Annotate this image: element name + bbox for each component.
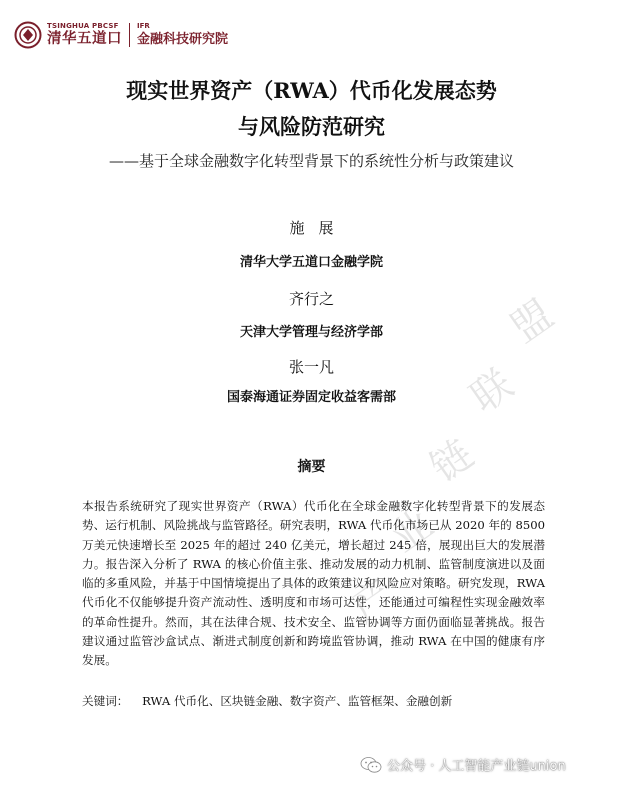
keywords-text: RWA 代币化、区块链金融、数字资产、监管框架、金融创新 bbox=[142, 694, 453, 708]
abstract-body: 本报告系统研究了现实世界资产（RWA）代币化在全球金融数字化转型背景下的发展态势、运行机制、风险挑战与监管路径。研究表明，RWA 代币化市场已从 2020 年的 8500 万美元快速增长至 2025 年的超过 240 亿美元，增长超过 245 倍，展现出巨大的发展潜力。报告深入分析了 RWA 的核心价值主张、推动发展的动力机制、监管制度演进以及面临的多重风险，并基于中国情境提出了具体的政策建议和风险应对策略。研究发现，RWA 代币化不仅能够提升资产流动性、透明度和市场可达性，还能通过可编程性实现金融效率的革命性提升。然而，其在法律合规、技术安全、监管协调等方面仍面临显著挑战。报告建议通过监管沙盒试点、渐进式制度创新和跨境监管协调，推动 RWA 在中国的健康有序发展。 bbox=[82, 499, 545, 668]
author-affiliation: 国泰海通证券固定收益客需部 bbox=[226, 390, 396, 405]
logo-english-text: TSINGHUA PBCSF bbox=[47, 22, 119, 30]
logo-chinese-text: 清华五道口 bbox=[47, 31, 122, 47]
wechat-icon bbox=[360, 756, 382, 774]
watermark-char: 盟 bbox=[502, 291, 562, 352]
abstract-heading: 摘要 bbox=[297, 459, 326, 475]
logo-text-left bbox=[47, 22, 122, 48]
author-affiliation: 天津大学管理与经济学部 bbox=[239, 325, 383, 340]
watermark-char: 业 bbox=[382, 501, 442, 562]
paper-title-line1: 现实世界资产（RWA）代币化发展态势 bbox=[126, 78, 497, 103]
watermark-char: 联 bbox=[462, 361, 522, 422]
keywords-label: 关键词： bbox=[82, 694, 129, 708]
keywords bbox=[82, 692, 452, 710]
watermark-char: 产 bbox=[342, 571, 402, 632]
tsinghua-emblem-icon bbox=[14, 21, 42, 49]
author-name: 齐行之 bbox=[288, 290, 334, 308]
wechat-account-watermark bbox=[360, 755, 566, 774]
author-affiliation: 清华大学五道口金融学院 bbox=[239, 255, 383, 270]
watermark-char: 链 bbox=[422, 431, 482, 492]
logo-text-right bbox=[137, 22, 228, 48]
wechat-account-text: 公众号 · 人工智能产业链union bbox=[387, 759, 566, 774]
ifr-english-text: IFR bbox=[137, 22, 150, 30]
author-name: 施展 bbox=[289, 219, 348, 237]
logo-divider bbox=[129, 23, 130, 47]
paper-subtitle: ——基于全球金融数字化转型背景下的系统性分析与政策建议 bbox=[108, 152, 514, 170]
header-logo bbox=[14, 18, 228, 52]
ifr-chinese-text: 金融科技研究院 bbox=[137, 32, 229, 47]
paper-title-line2: 与风险防范研究 bbox=[238, 114, 385, 139]
author-name: 张一凡 bbox=[288, 358, 334, 376]
